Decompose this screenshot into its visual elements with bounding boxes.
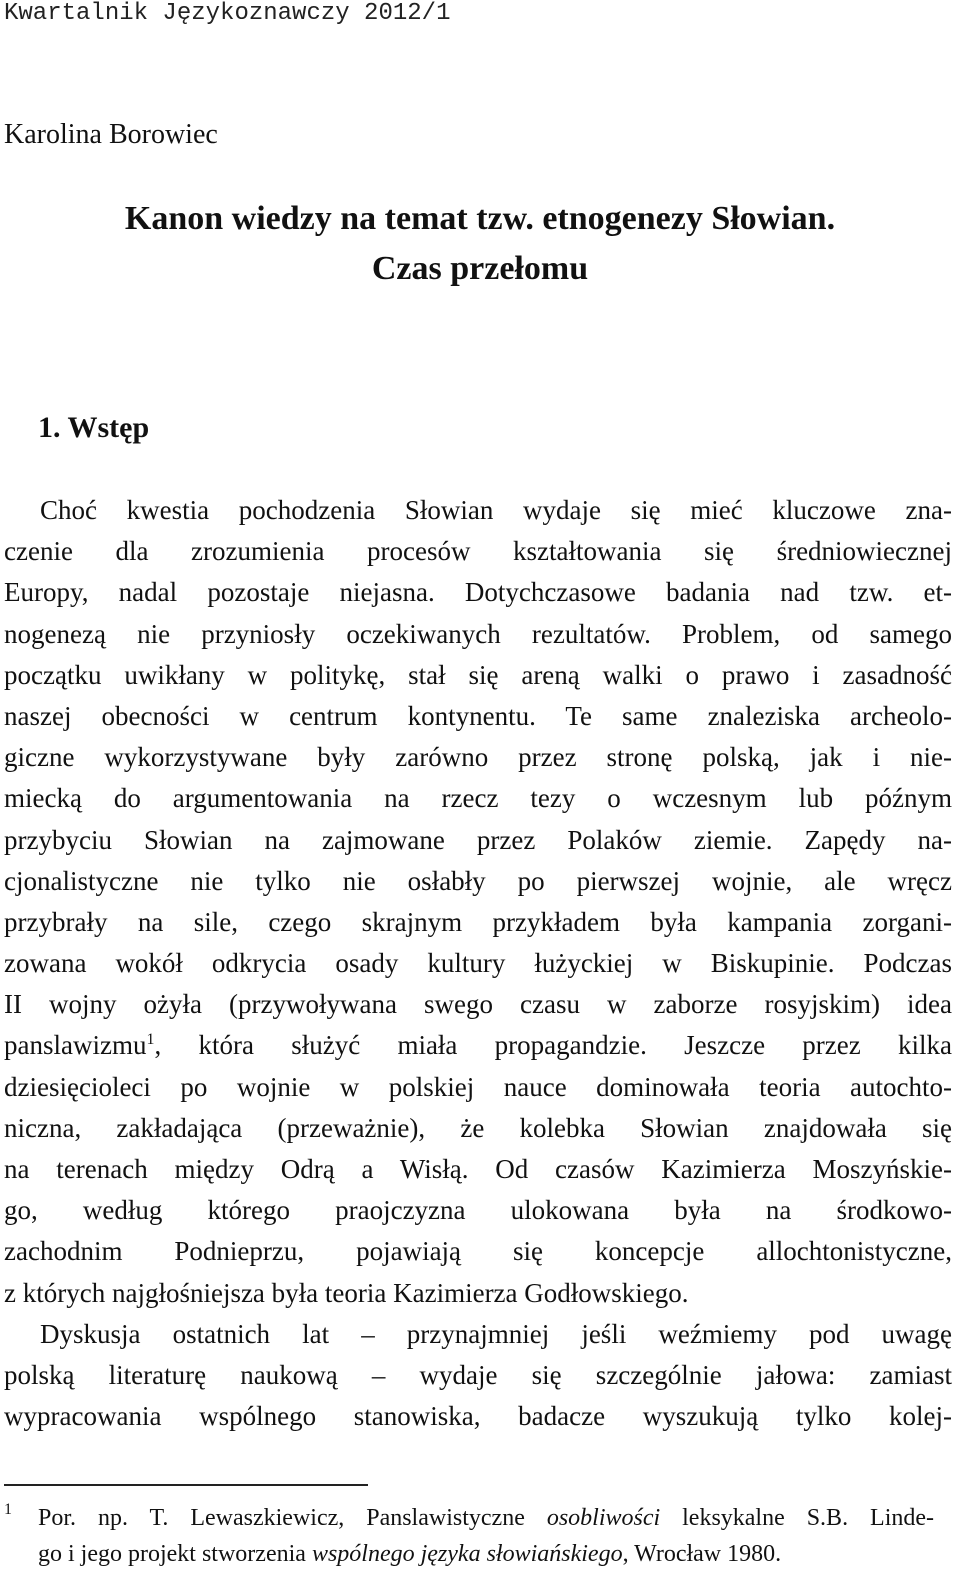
article-title	[0, 194, 960, 294]
footnote-italic: wspólnego języka słowiańskiego	[311, 1541, 623, 1567]
body-line: początku uwikłany w politykę, stał się areną walki o prawo i zasadność	[4, 659, 952, 690]
body-line: przybyciu Słowian na zajmowane przez Polaków ziemie. Zapędy na-	[4, 824, 952, 855]
footnote	[4, 1500, 934, 1572]
footnote-reference: 1	[146, 1031, 155, 1049]
body-line: nogenezą nie przyniosły oczekiwanych rezultatów. Problem, od samego	[4, 618, 952, 649]
body-line: naszej obecności w centrum kontynentu. Te same znaleziska archeolo-	[4, 700, 952, 731]
footnote-number: 1	[4, 1501, 12, 1518]
article-author: Karolina Borowiec	[4, 119, 218, 150]
footnote-segment: go i jego projekt stworzenia	[38, 1541, 312, 1567]
article-title-line-1: Kanon wiedzy na temat tzw. etnogenezy Słowian.	[124, 200, 836, 237]
body-line: II wojny ożyła (przywoływana swego czasu w zaborze rosyjskim) idea	[4, 989, 952, 1020]
body-line: cjonalistyczne nie tylko nie osłabły po pierwszej wojnie, ale wręcz	[4, 865, 952, 896]
body-text	[4, 490, 952, 1437]
footnote-segment: Por. np. T. Lewaszkiewicz, Panslawistyczne	[38, 1505, 547, 1531]
body-line: przybrały na sile, czego skrajnym przykładem była kampania zorgani-	[4, 906, 952, 937]
body-line-footnote	[4, 1025, 952, 1066]
body-line: z których najgłośniejsza była teoria Kazimierza Godłowskiego.	[4, 1277, 689, 1308]
body-line: Choć kwestia pochodzenia Słowian wydaje się mieć kluczowe zna-	[40, 495, 952, 525]
body-line: zowana wokół odkrycia osady kultury łużyckiej w Biskupinie. Podczas	[4, 948, 952, 979]
body-line: wypracowania wspólnego stanowiska, badacze wyszukują tylko kolej-	[4, 1401, 952, 1432]
body-line: miecką do argumentowania na rzecz tezy o wczesnym lub późnym	[4, 783, 952, 814]
body-line: niczna, zakładająca (przeważnie), że kolebka Słowian znajdowała się	[4, 1112, 952, 1143]
body-text-segment: panslawizmu	[4, 1030, 147, 1061]
body-line: polską literaturę naukową – wydaje się szczególnie jałowa: zamiast	[4, 1359, 952, 1390]
article-title-line-2: Czas przełomu	[371, 250, 589, 287]
footnote-segment: , Wrocław 1980.	[622, 1541, 782, 1567]
body-line: Dyskusja ostatnich lat – przynajmniej jeśli weźmiemy pod uwagę	[40, 1318, 952, 1349]
body-line: Europy, nadal pozostaje niejasna. Dotychczasowe badania nad tzw. et-	[4, 577, 952, 608]
body-line: giczne wykorzystywane były zarówno przez stronę polską, jak i nie-	[4, 742, 952, 773]
body-line: na terenach między Odrą a Wisłą. Od czasów Kazimierza Moszyńskie-	[4, 1154, 952, 1184]
section-heading: 1. Wstęp	[38, 411, 150, 444]
footnote-text	[38, 1500, 934, 1572]
journal-header: Kwartalnik Językoznawczy 2012/1	[4, 0, 451, 27]
footnote-italic: osobliwości	[546, 1505, 661, 1531]
footnote-line	[38, 1500, 934, 1536]
body-line: zachodnim Podnieprzu, pojawiają się koncepcje allochtonistyczne,	[4, 1236, 952, 1267]
footnote-divider	[4, 1484, 368, 1486]
footnote-line	[38, 1536, 934, 1572]
footnote-segment: leksykalne S.B. Linde-	[660, 1505, 934, 1531]
body-text-segment: , która służyć miała propagandzie. Jeszcze przez kilka	[154, 1030, 952, 1061]
body-line: czenie dla zrozumienia procesów kształtowania się średniowiecznej	[4, 536, 952, 567]
body-line: dziesięcioleci po wojnie w polskiej nauce dominowała teoria autochto-	[4, 1071, 952, 1102]
body-line: go, według którego praojczyzna ulokowana była na środkowo-	[4, 1195, 952, 1226]
